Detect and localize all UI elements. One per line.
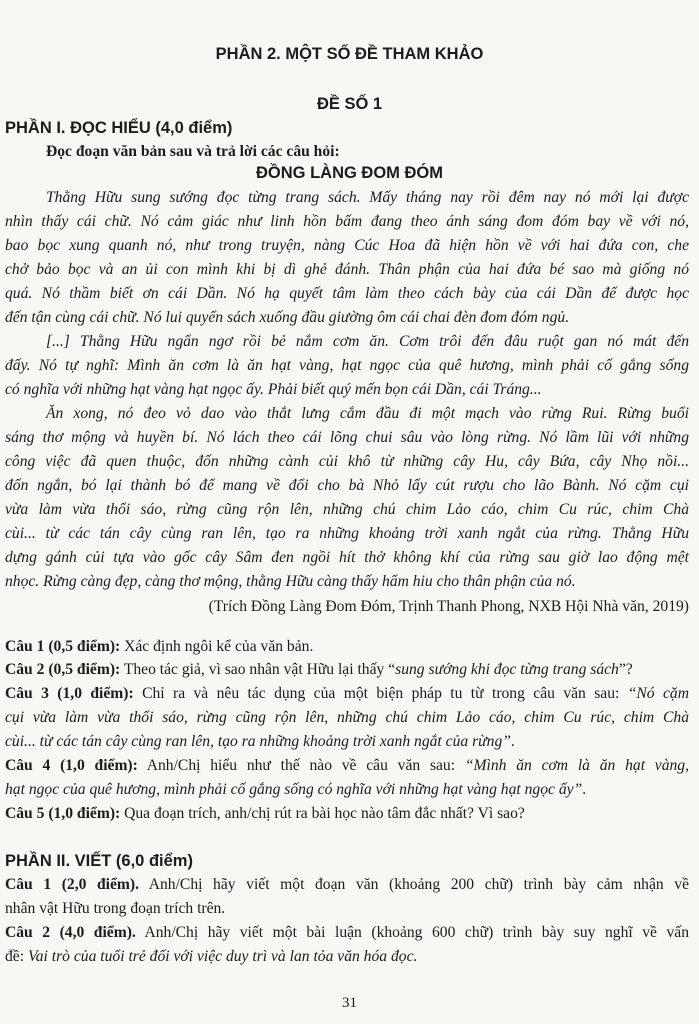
passage-line: nhọc. Rừng càng đẹp, càng thơ mộng, thằng Hữu càng thấy hẩm hiu cho thân phận của nó.	[5, 573, 576, 590]
question-text-line: nhân vật Hữu trong đoạn trích trên.	[5, 900, 226, 917]
question-topic: Vai trò của tuổi trẻ đối với việc duy trì và lan tỏa văn hóa đọc.	[27, 948, 418, 965]
question-label: Câu 1 (2,0 điểm).	[5, 876, 140, 893]
question-text: Anh/Chị hiểu như thế nào về câu văn sau:	[137, 757, 465, 774]
passage-line: Ăn xong, nó đeo vỏ dao vào thắt lưng cắm đầu đi một mạch vào rừng Rui. Rừng buổi	[46, 405, 689, 422]
question-2	[5, 660, 689, 680]
passage-line: sáng thơ mộng và huyền bí. Nó lách theo cái lõng chui sâu vào lòng rừng. Nó lầm lũi với những	[5, 429, 689, 446]
section-heading: PHẦN 2. MỘT SỐ ĐỀ THAM KHẢO	[215, 45, 484, 63]
part2-title: PHẦN II. VIẾT (6,0 điểm)	[5, 852, 193, 870]
exam-title: ĐỀ SỐ 1	[316, 95, 383, 113]
question-4	[5, 756, 689, 776]
writing-question-2	[5, 923, 689, 943]
passage-line: bao bọc xung quanh nó, như trong truyện, nàng Cúc Hoa đã hiện hồn về với hai đứa con, che	[5, 237, 689, 254]
question-3	[5, 684, 689, 704]
question-text: Anh/Chị hãy viết một bài luận (khoảng 600 chữ) trình bày suy nghĩ về vấn	[135, 924, 689, 941]
question-label: Câu 2 (0,5 điểm):	[5, 661, 121, 678]
passage-line: đến tận cùng cái chữ. Nó lui quyển sách xuống đầu giường ôm cái chai đèn đom đóm ngủ.	[5, 309, 570, 326]
passage-line: vừa làm vừa thổi sáo, rừng cũng rộn lên, những chú chim Lảo cáo, chim Cu rúc, chim Chà	[5, 501, 689, 518]
question-5	[5, 804, 689, 824]
question-text: Theo tác giả, vì sao nhân vật Hữu lại thấy “	[120, 661, 396, 678]
passage-citation: (Trích Đồng Làng Đom Đóm, Trịnh Thanh Phong, NXB Hội Nhà văn, 2019)	[208, 598, 689, 615]
writing-question-1	[5, 875, 689, 895]
passage-line: có nghĩa với những hạt vàng hạt ngọc ấy. Phải biết quý mến bọn cái Dần, cái Tráng...	[5, 381, 542, 398]
question-text-end: ”?	[618, 661, 633, 678]
question-quote: cùi... từ các tán cây cùng ran lên, tạo ra những khoảng trời xanh ngắt của rừng”	[5, 733, 511, 750]
question-quote: sung sướng khi đọc từng trang sách	[395, 661, 619, 678]
question-quote-line: cụi vừa làm vừa thổi sáo, rừng cũng rộn lên, những chú chim Lảo cáo, chim Cu rúc, chim Chà	[5, 709, 689, 726]
passage-title: ĐỒNG LÀNG ĐOM ĐÓM	[256, 164, 443, 182]
passage-line: công việc đã quen thuộc, đốn những cành củi khô từ những cây Hu, cây Bứa, cây Nhọ nồi...	[5, 453, 689, 470]
question-text: đề:	[5, 948, 28, 965]
passage-line: Thằng Hữu sung sướng đọc từng trang sách. Mấy tháng nay rồi đêm nay nó mới lại được	[46, 189, 689, 206]
question-label: Câu 5 (1,0 điểm):	[5, 805, 121, 822]
passage-line: [...] Thằng Hữu ngẩn ngơ rồi bẻ nắm cơm ăn. Cơm trôi đến đâu ruột gan nó mát đến	[46, 333, 689, 350]
passage-line: dựng gánh củi tựa vào gốc cây Sâm đen ngồi hít thở không khí của rừng sau giờ lao động mệt	[5, 549, 689, 566]
passage-line: nhìn thấy cái chữ. Nó cảm giác như linh hồn bấm đang theo ánh sáng đom đóm bay về với nó,	[5, 213, 689, 230]
passage-line: đấy. Nó tự nghĩ: Mình ăn cơm là ăn hạt vàng, hạt ngọc của quê hương, mình phải cố gắng sống	[5, 357, 689, 374]
question-text: Qua đoạn trích, anh/chị rút ra bài học nào tâm đắc nhất? Vì sao?	[120, 805, 525, 822]
part1-title: PHẦN I. ĐỌC HIỂU (4,0 điểm)	[5, 119, 233, 137]
part1-instruction: Đọc đoạn văn bản sau và trả lời các câu hỏi:	[46, 143, 340, 160]
question-text: Anh/Chị hãy viết một đoạn văn (khoảng 200 chữ) trình bày cảm nhận về	[139, 876, 689, 893]
passage-line: quá. Nó thầm biết ơn cái Dần. Nó hạ quyết tâm làm theo cách bày của cái Dần để được học	[5, 285, 689, 302]
question-quote: “Nó cặm	[627, 685, 689, 702]
question-quote-line	[5, 732, 689, 752]
question-label: Câu 2 (4,0 điểm).	[5, 924, 136, 941]
question-text: Xác định ngôi kể của văn bản.	[120, 638, 314, 655]
question-label: Câu 4 (1,0 điểm):	[5, 757, 138, 774]
page-number: 31	[342, 995, 357, 1011]
question-label: Câu 1 (0,5 điểm):	[5, 638, 121, 655]
passage-line: đốn ngắn, bó lại thành bó để mang về đổi cho bà Nhỏ lấy cút rượu cho lão Bành. Nó cặm cụi	[5, 477, 689, 494]
question-quote: “Mình ăn cơm là ăn hạt vàng,	[464, 757, 690, 774]
question-quote: hạt ngọc của quê hương, mình phải cố gắng sống có nghĩa với những hạt vàng hạt ngọc ấy”	[5, 781, 583, 798]
question-text-line	[5, 947, 689, 967]
question-text: Chỉ ra và nêu tác dụng của một biện pháp tu từ trong câu văn sau:	[133, 685, 628, 702]
question-text-end: .	[582, 781, 587, 798]
question-quote-line	[5, 780, 689, 800]
question-1	[5, 637, 689, 657]
question-label: Câu 3 (1,0 điểm):	[5, 685, 134, 702]
passage-line: cùi... từ các tán cây cùng ran lên, tạo ra những khoảng trời xanh ngắt của rừng. Thằng Hữu	[5, 525, 689, 542]
passage-line: chở bảo bọc và an ủi con mình khi bị dì ghẻ đánh. Thân phận của hai đứa bé sao mà giống nó	[5, 261, 689, 278]
question-text-end: .	[510, 733, 515, 750]
